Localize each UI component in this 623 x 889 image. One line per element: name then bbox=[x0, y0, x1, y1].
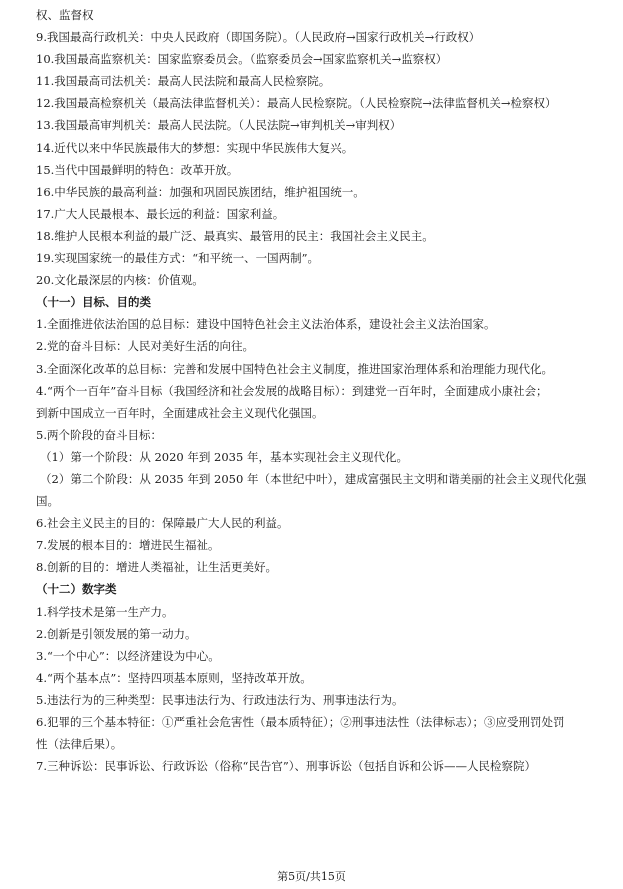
text-line: 4.“两个一百年”奋斗目标（我国经济和社会发展的战略目标）：到建党一百年时，全面建成小康社会； bbox=[36, 383, 548, 398]
text-line: 12.我国最高检察机关（最高法律监督机关）：最高人民检察院。（人民检察院→法律监督机关→检察权） bbox=[36, 96, 557, 111]
text-line: 2.创新是引领发展的第一动力。 bbox=[36, 626, 197, 641]
text-line: 到新中国成立一百年时，全面建成社会主义现代化强国。 bbox=[36, 405, 324, 420]
text-line: 10.我国最高监察机关：国家监察委员会。（监察委员会→国家监察机关→监察权） bbox=[36, 52, 448, 67]
text-line: 20.文化最深层的内核：价值观。 bbox=[36, 273, 204, 288]
text-line: 11.我国最高司法机关：最高人民法院和最高人民检察院。 bbox=[36, 74, 331, 89]
text-line: 5.违法行为的三种类型：民事违法行为、行政违法行为、刑事违法行为。 bbox=[36, 692, 404, 707]
section-heading: （十二）数字类 bbox=[36, 582, 117, 597]
text-line: 17.广大人民最根本、最长远的利益：国家利益。 bbox=[36, 206, 285, 221]
text-line: 2.党的奋斗目标：人民对美好生活的向往。 bbox=[36, 339, 254, 354]
text-line: （2）第二个阶段：从 2035 年到 2050 年（本世纪中叶），建成富强民主文明和谐美丽的社会主义现代化强 bbox=[40, 471, 587, 486]
text-line: 19.实现国家统一的最佳方式：“和平统一、一国两制”。 bbox=[36, 251, 320, 266]
text-line: （1）第一个阶段：从 2020 年到 2035 年，基本实现社会主义现代化。 bbox=[40, 449, 408, 464]
text-line: 国。 bbox=[36, 494, 59, 509]
text-line: 3.“一个中心”：以经济建设为中心。 bbox=[36, 648, 220, 663]
text-line: 权、监督权 bbox=[36, 8, 94, 22]
text-line: 16.中华民族的最高利益：加强和巩固民族团结，维护祖国统一。 bbox=[36, 184, 365, 199]
text-line: 3.全面深化改革的总目标：完善和发展中国特色社会主义制度，推进国家治理体系和治理能力现代化。 bbox=[36, 361, 553, 376]
page-footer: 第5页/共15页 bbox=[277, 870, 346, 883]
text-line: 15.当代中国最鲜明的特色：改革开放。 bbox=[36, 162, 239, 177]
text-line: 1.全面推进依法治国的总目标：建设中国特色社会主义法治体系，建设社会主义法治国家。 bbox=[36, 317, 496, 332]
document-body bbox=[36, 4, 596, 777]
text-line: 6.社会主义民主的目的：保障最广大人民的利益。 bbox=[36, 516, 289, 531]
text-line: 18.维护人民根本利益的最广泛、最真实、最管用的民主：我国社会主义民主。 bbox=[36, 228, 434, 243]
text-line: 8.创新的目的：增进人类福祉，让生活更美好。 bbox=[36, 560, 277, 575]
text-line: 5.两个阶段的奋斗目标： bbox=[36, 427, 162, 442]
text-line: 13.我国最高审判机关：最高人民法院。（人民法院→审判机关→审判权） bbox=[36, 118, 402, 133]
text-line: 1.科学技术是第一生产力。 bbox=[36, 604, 174, 619]
text-line: 14.近代以来中华民族最伟大的梦想：实现中华民族伟大复兴。 bbox=[36, 140, 354, 155]
section-heading: （十一）目标、目的类 bbox=[36, 295, 151, 310]
text-line: 7.三种诉讼：民事诉讼、行政诉讼（俗称“民告官”）、刑事诉讼（包括自诉和公诉——人民检察院） bbox=[36, 759, 536, 774]
text-line: 9.我国最高行政机关：中央人民政府（即国务院）。（人民政府→国家行政机关→行政权） bbox=[36, 30, 481, 45]
text-line: 7.发展的根本目的：增进民生福祉。 bbox=[36, 538, 220, 553]
text-line: 6.犯罪的三个基本特征：①严重社会危害性（最本质特征）；②刑事违法性（法律标志）；③应受刑罚处罚 bbox=[36, 715, 565, 729]
text-line: 4.“两个基本点”：坚持四项基本原则，坚持改革开放。 bbox=[36, 670, 312, 685]
text-line: 性（法律后果）。 bbox=[36, 737, 123, 752]
